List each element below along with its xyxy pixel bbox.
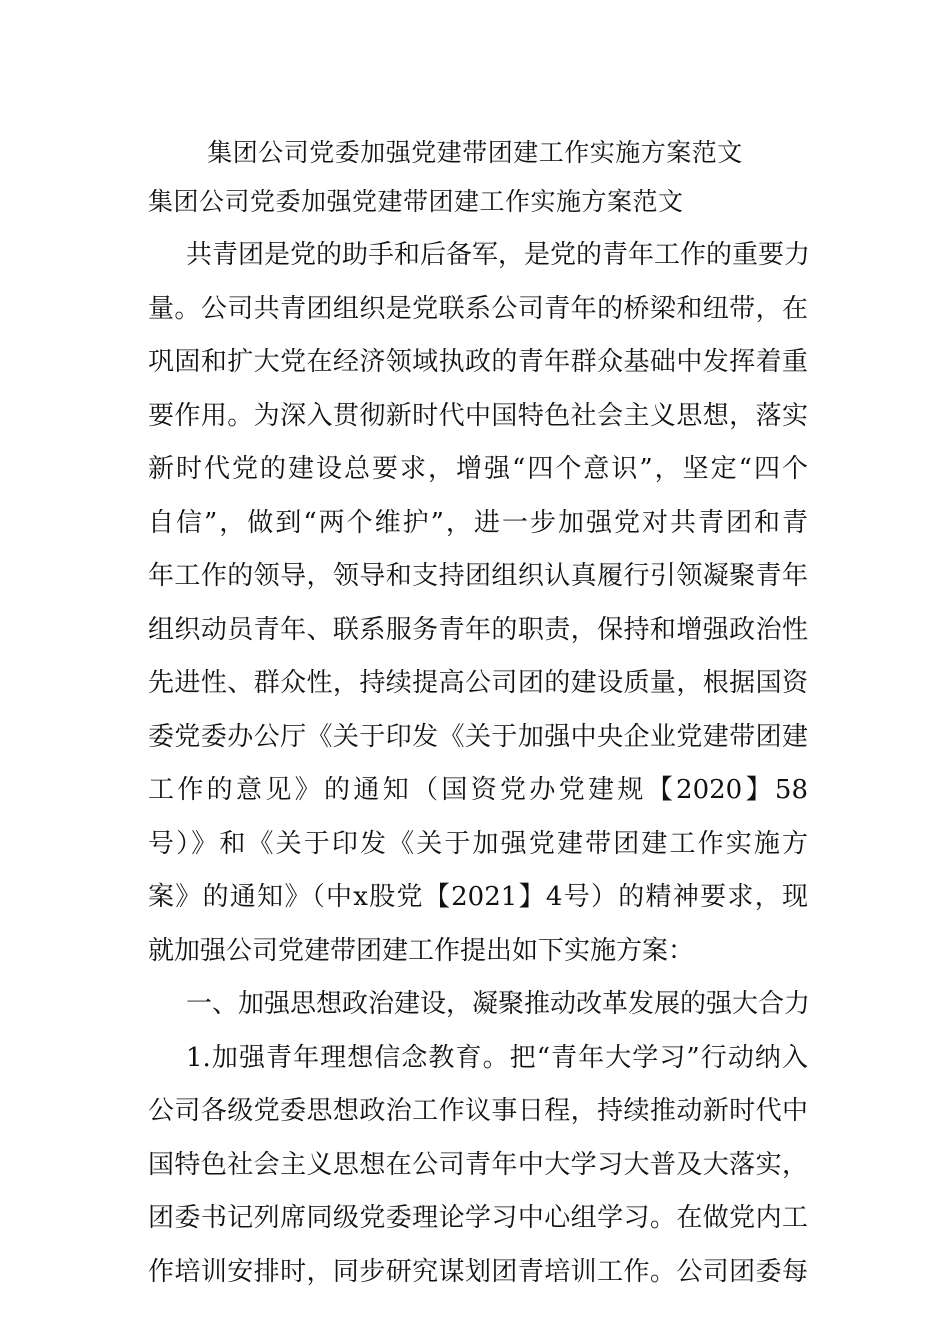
paragraph-line: 自信”，做到“两个维护”，进一步加强党对共青团和青	[148, 507, 808, 538]
paragraph-line: 量。公司共青团组织是党联系公司青年的桥梁和纽带，在	[148, 293, 808, 324]
paragraph-line: 先进性、群众性，持续提高公司团的建设质量，根据国资	[148, 668, 808, 698]
document-title: 集团公司党委加强党建带团建工作实施方案范文	[207, 138, 743, 167]
paragraph-line: 年工作的领导，领导和支持团组织认真履行引领凝聚青年	[148, 561, 808, 591]
document-body	[148, 229, 811, 1299]
paragraph-line: 案》的通知》（中x股党【2021】4号）的精神要求，现	[148, 882, 808, 912]
paragraph-line: 就加强公司党建带团建工作提出如下实施方案：	[148, 935, 695, 966]
section-heading: 一、加强思想政治建设，凝聚推动改革发展的强大合力	[186, 989, 811, 1019]
paragraph-line: 要作用。为深入贯彻新时代中国特色社会主义思想，落实	[148, 400, 808, 431]
paragraph-line: 委党委办公厅《关于印发《关于加强中央企业党建带团建	[148, 721, 808, 752]
paragraph-line: 共青团是党的助手和后备军，是党的青年工作的重要力	[186, 240, 811, 270]
paragraph-line: 巩固和扩大党在经济领域执政的青年群众基础中发挥着重	[148, 347, 808, 377]
paragraph-line: 组织动员青年、联系服务青年的职责，保持和增强政治性	[148, 614, 808, 645]
paragraph-line: 公司各级党委思想政治工作议事日程，持续推动新时代中	[148, 1096, 808, 1126]
paragraph-line: 1.加强青年理想信念教育。把“青年大学习”行动纳入	[186, 1042, 808, 1073]
paragraph-line: 作培训安排时，同步研究谋划团青培训工作。公司团委每	[148, 1256, 808, 1287]
document-subtitle: 集团公司党委加强党建带团建工作实施方案范文	[148, 187, 684, 216]
paragraph-line: 工作的意见》的通知（国资党办党建规【2020】58	[148, 775, 808, 805]
paragraph-line: 团委书记列席同级党委理论学习中心组学习。在做党内工	[148, 1203, 808, 1233]
paragraph-line: 号）》和《关于印发《关于加强党建带团建工作实施方	[148, 828, 808, 859]
paragraph-line: 新时代党的建设总要求，增强“四个意识”，坚定“四个	[148, 454, 808, 484]
paragraph-line: 国特色社会主义思想在公司青年中大学习大普及大落实，	[148, 1149, 808, 1180]
